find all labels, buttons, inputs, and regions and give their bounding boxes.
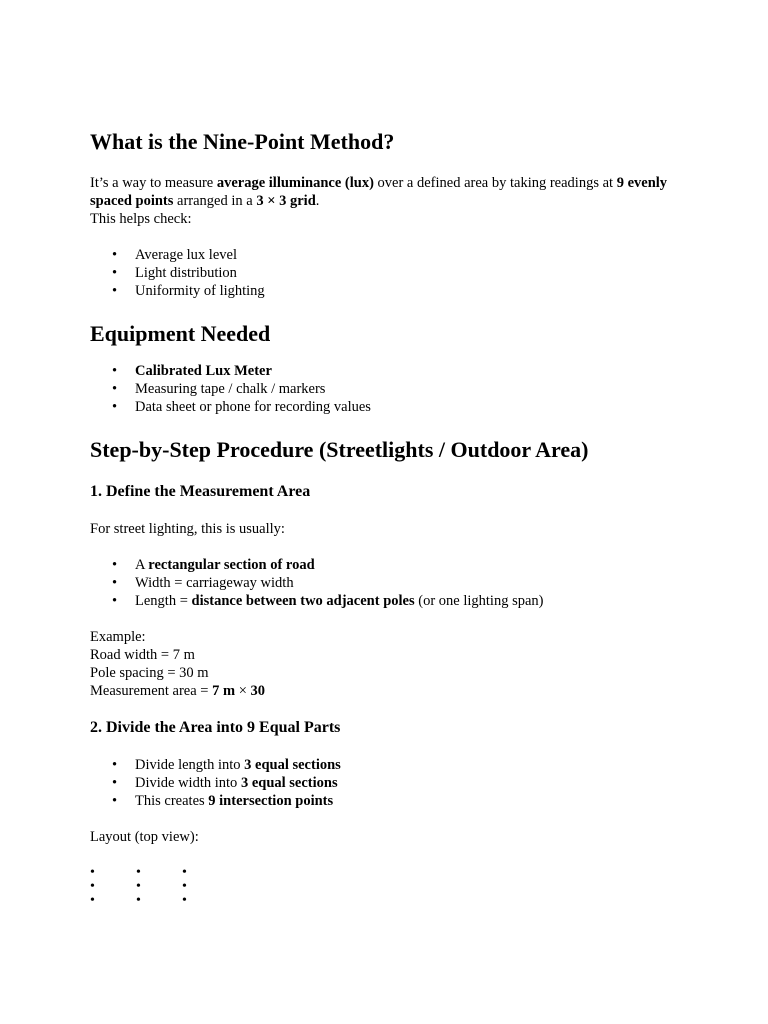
list-item [135, 556, 690, 574]
bold-run: rectangular section of road [148, 557, 315, 573]
equipment-list [90, 362, 690, 416]
step1-list [90, 556, 690, 610]
bold-run: 9 evenly spaced points [90, 175, 668, 209]
heading-procedure: Step-by-Step Procedure (Streetlights / Outdoor Area) [90, 437, 589, 462]
grid-point: • [90, 893, 95, 908]
grid-point: • [136, 865, 141, 880]
heading-step-2: 2. Divide the Area into 9 Equal Parts [90, 719, 341, 736]
helps-check-line: This helps check: [90, 211, 192, 227]
list-item [135, 362, 690, 380]
heading-step-1: 1. Define the Measurement Area [90, 483, 311, 500]
grid-point: • [182, 865, 187, 880]
heading-nine-point-method: What is the Nine-Point Method? [90, 129, 395, 154]
list-item: • Average lux level [135, 246, 690, 264]
text-run: It’s a way to measure [90, 175, 217, 191]
grid-point: • [90, 879, 95, 894]
bold-run: 30 [250, 683, 266, 699]
text-run: × [235, 683, 251, 699]
text-run: This creates [135, 793, 209, 809]
checks-list [90, 246, 690, 300]
nine-point-grid [90, 864, 210, 918]
grid-point: • [90, 865, 95, 880]
text-run: over a defined area by taking readings at [373, 175, 617, 191]
bold-run: 3 × 3 grid [256, 193, 316, 209]
intro-paragraph [90, 174, 690, 210]
text-run: arranged in a [173, 193, 257, 209]
text-run: Divide width into [135, 775, 241, 791]
example-measurement-area [90, 682, 690, 700]
list-item [135, 792, 690, 810]
list-item: • Light distribution [135, 264, 690, 282]
bold-run: 9 intersection points [208, 793, 334, 809]
grid-point: • [182, 879, 187, 894]
text-run: A [135, 557, 149, 573]
bold-run: 3 equal sections [240, 775, 338, 791]
bold-run: distance between two adjacent poles [191, 593, 415, 609]
bold-run: Calibrated Lux Meter [135, 363, 272, 379]
list-item: • Measuring tape / chalk / markers [135, 380, 690, 398]
list-item: • Data sheet or phone for recording values [135, 398, 690, 416]
example-label: Example: [90, 629, 146, 645]
list-item: • Width = carriageway width [135, 574, 690, 592]
bold-run: 3 equal sections [244, 757, 341, 773]
text-run: Divide length into [135, 757, 245, 773]
heading-equipment-needed: Equipment Needed [90, 321, 271, 346]
list-item: • Uniformity of lighting [135, 282, 690, 300]
text-run: Measurement area = [90, 683, 213, 699]
list-item [135, 774, 690, 792]
document-content [90, 128, 690, 918]
text-run: (or one lighting span) [414, 593, 544, 609]
layout-label: Layout (top view): [90, 829, 199, 845]
bold-run: 7 m [212, 683, 236, 699]
grid-point: • [136, 879, 141, 894]
list-item [135, 592, 690, 610]
text-run: . [315, 193, 320, 209]
step2-list [90, 756, 690, 810]
step1-intro: For street lighting, this is usually: [90, 521, 285, 537]
bold-run: average illuminance (lux) [216, 175, 374, 191]
text-run: Length = [135, 593, 192, 609]
example-road-width: Road width = 7 m [90, 647, 195, 663]
grid-point: • [136, 893, 141, 908]
grid-point: • [182, 893, 187, 908]
example-pole-spacing: Pole spacing = 30 m [90, 665, 209, 681]
list-item [135, 756, 690, 774]
